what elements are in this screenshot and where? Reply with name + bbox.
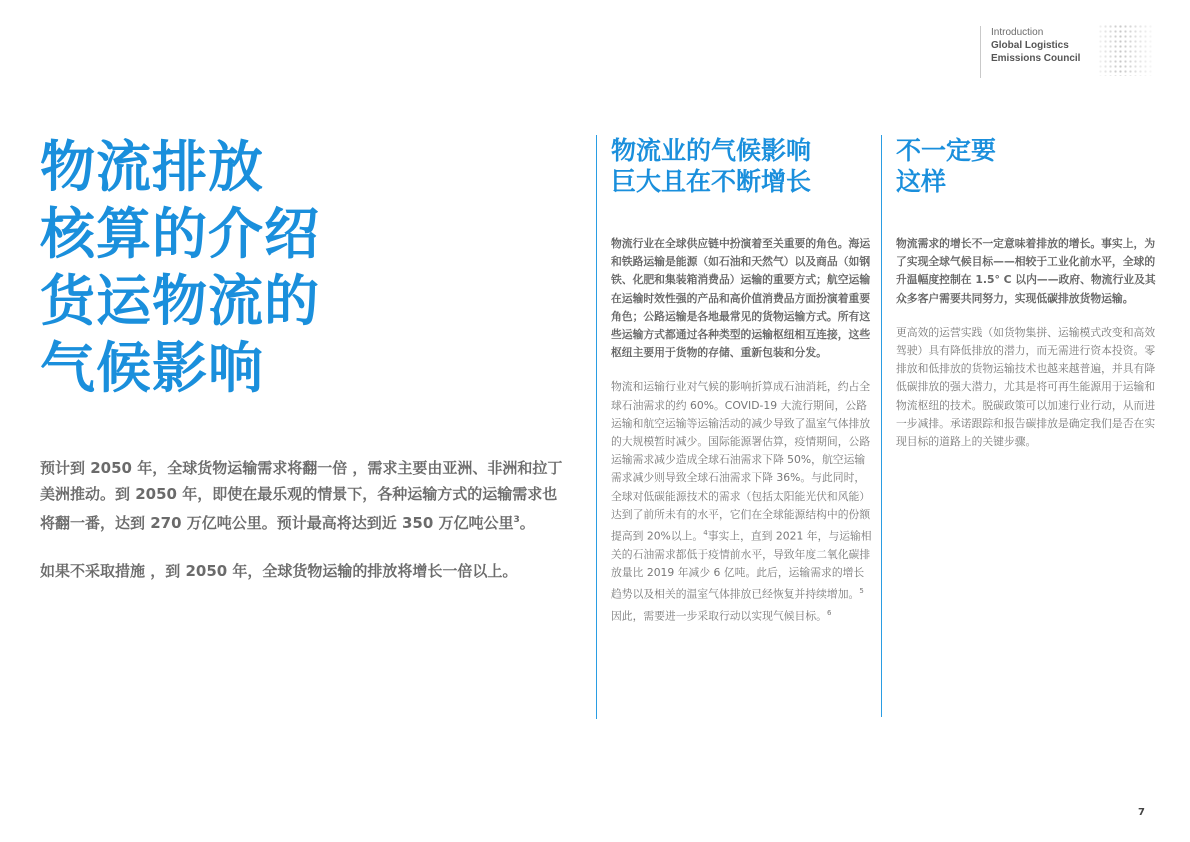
column-1-body-part-3: 因此，需要进一步采取行动以实现气候目标。 (611, 609, 827, 623)
column-2-heading-line-2: 这样 (896, 167, 947, 196)
page-title (40, 134, 560, 402)
column-2-lead: 物流需求的增长不一定意味着排放的增长。事实上，为了实现全球气候目标——相较于工业化前水平，全球的升温幅度控制在 1.5° C 以内——政府、物流行业及其众多客户需要共同努力，实现低碳排放货物运输。 (896, 237, 1156, 305)
intro-section (40, 455, 570, 606)
footnote-ref-6: 6 (826, 609, 832, 618)
dot-pattern-decoration (1098, 24, 1152, 76)
intro-paragraph-1-end: 。 (519, 514, 535, 532)
intro-paragraph-1 (40, 455, 570, 536)
page-title-line-3: 货运物流的 (40, 269, 321, 333)
column-1-heading-line-2: 巨大且在不断增长 (611, 167, 812, 196)
column-1-body-part-2: 事实上，直到 2021 年，与运输相关的石油需求都低于疫情前水平，导致年度二氧化碳排放量比 2019 年减少 6 亿吨。此后，运输需求的增长趋势以及相关的温室气体排放已经恢复并持续增加。 (611, 529, 872, 601)
column-1-body-part-1: 物流和运输行业对气候的影响折算成石油消耗，约占全球石油需求的约 60%。COVID-19 大流行期间，公路运输和航空运输等运输活动的减少导致了温室气体排放的大规模暂时减少。国际能源署估算，疫情期间，公路运输需求减少造成全球石油需求下降 50%，航空运输需求减少则导致全球石油需求下降 36%。与此同时，全球对低碳能源技术的需求（包括太阳能光伏和风能）达到了前所未有的水平，它们在全球能源结构中的份额提高到 20%以上。 (611, 380, 871, 543)
intro-paragraph-1-text: 预计到 2050 年，全球货物运输需求将翻一倍 ，需求主要由亚洲、非洲和拉丁美洲推动。到 2050 年，即使在最乐观的情景下，各种运输方式的运输需求也将翻一番，达到 270 万亿吨公里。预计最高将达到近 350 万亿吨公里 (40, 459, 563, 532)
column-not-necessarily (881, 135, 1157, 717)
page-title-line-2: 核算的介绍 (40, 202, 321, 266)
page-number: 7 (1138, 807, 1145, 818)
footnote-ref-3: 3 (513, 515, 520, 525)
column-1-body (611, 378, 872, 625)
header-org-line2: Emissions Council (991, 53, 1081, 64)
header-section-label: Introduction (991, 27, 1044, 38)
column-climate-impact (596, 135, 872, 719)
header-org-line1: Global Logistics (991, 40, 1069, 51)
column-1-heading (611, 135, 872, 197)
column-2-body: 更高效的运营实践（如货物集拼、运输模式改变和高效驾驶）具有降低排放的潜力，而无需进行资本投资。零排放和低排放的货物运输技术也越来越普遍，并具有降低碳排放的强大潜力，尤其是将可再生能源用于运输和物流枢纽的技术。脱碳政策可以加速行业行动，从而进一步减排。承诺跟踪和报告碳排放是确定我们是否在实现目标的道路上的关键步骤。 (896, 325, 1156, 449)
intro-paragraph-2: 如果不采取措施 ，到 2050 年，全球货物运输的排放将增长一倍以上。 (40, 562, 518, 580)
footnote-ref-5: 5 (859, 587, 864, 596)
column-1-lead: 物流行业在全球供应链中扮演着至关重要的角色。海运和铁路运输是能源（如石油和天然气）以及商品（如钢铁、化肥和集装箱消费品）运输的重要方式；航空运输在运输时效性强的产品和高价值消费品方面扮演着重要角色；公路运输是各地最常见的货物运输方式。所有这些运输方式都通过各种类型的运输枢纽相互连接，这些枢纽主要用于货物的存储、重新包装和分发。 (611, 237, 871, 360)
column-2-heading-line-1: 不一定要 (896, 136, 997, 165)
page-title-line-4: 气候影响 (40, 336, 265, 400)
footnote-ref-4: 4 (703, 529, 708, 538)
page-title-line-1: 物流排放 (40, 135, 265, 199)
column-1-heading-line-1: 物流业的气候影响 (611, 136, 812, 165)
column-2-heading (896, 135, 1157, 197)
